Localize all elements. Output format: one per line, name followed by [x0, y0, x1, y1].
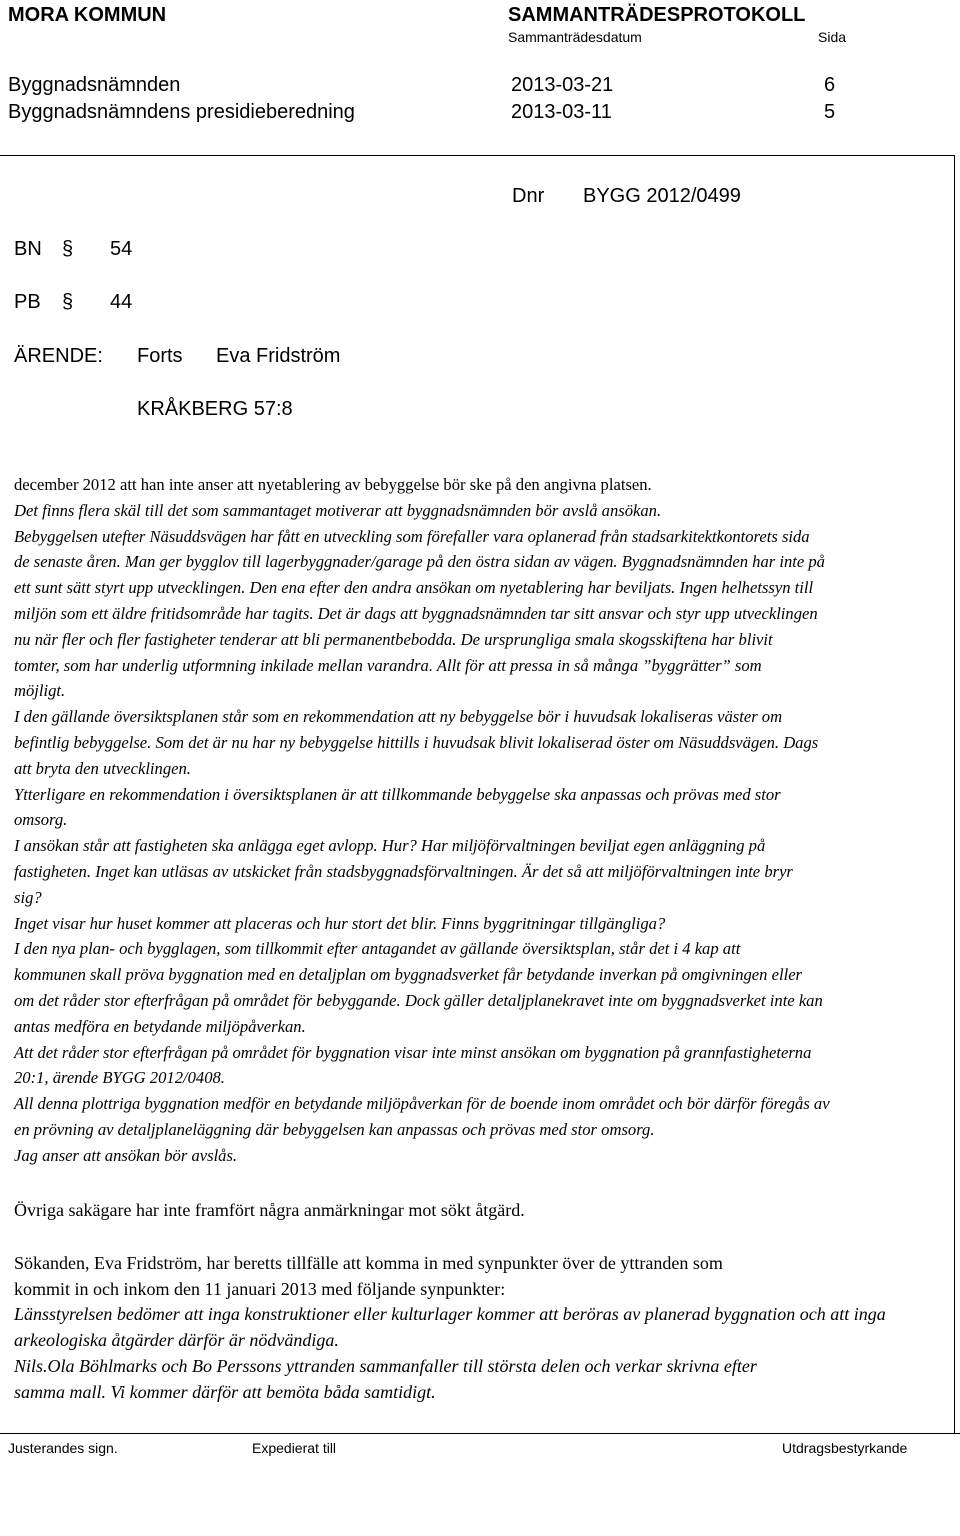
section-label: PB: [14, 291, 41, 313]
meeting-date: 2013-03-11: [511, 101, 612, 123]
text-line: Det finns flera skäl till det som sammantaget motiverar att byggnadsnämnden bör avslå ansökan.: [14, 500, 662, 520]
committee-name: Byggnadsnämnden: [8, 74, 181, 96]
text-line: I ansökan står att fastigheten ska anlägga eget avlopp. Hur? Har miljöförvaltningen beviljat egen anläggning på: [14, 836, 766, 856]
text-line: sig?: [14, 887, 42, 907]
text-line: möjligt.: [14, 681, 66, 701]
text-line: I den gällande översiktsplanen står som en rekommendation att ny bebyggelse bör i huvudsak lokaliseras väster om: [14, 707, 783, 727]
quote-line: Nils.Ola Böhlmarks och Bo Perssons yttranden sammanfaller till största delen och verkar skrivna efter: [14, 1355, 757, 1376]
adjusted-signature-label: Justerandes sign.: [8, 1440, 118, 1456]
page-number: 6: [824, 74, 836, 96]
protocol-title: SAMMANTRÄDESPROTOKOLL: [508, 4, 806, 26]
text-line: nu när fler och fler fastigheter tenderar att bli permanentbebodda. De ursprungliga smala skogsskiftena har blivit: [14, 629, 773, 649]
text-line: Att det råder stor efterfrågan på området för byggnation visar inte minst ansökan om byggnation på grannfastigheterna: [14, 1042, 812, 1062]
text-line: fastigheten. Inget kan utläsas av utskicket från stadsbyggnadsförvaltningen. Är det så att miljöförvaltningen inte bryr: [14, 861, 793, 881]
section-number: 44: [110, 291, 133, 313]
quote-line: samma mall. Vi kommer därför att bemöta båda samtidigt.: [14, 1381, 436, 1402]
text-line: I den nya plan- och bygglagen, som tillkommit efter antagandet av gällande översiktsplan, står det i 4 kap att: [14, 939, 741, 959]
excerpt-certification-label: Utdragsbestyrkande: [782, 1440, 908, 1456]
text-line: att bryta den utvecklingen.: [14, 758, 191, 778]
text-line: ett sunt sätt styrt upp utvecklingen. Den ena efter den andra ansökan om nyetablering har beviljats. Ingen helhetssyn till: [14, 578, 814, 598]
text-line: en prövning av detaljplaneläggning där bebyggelsen kan anpassas och prövas med stor omsorg.: [14, 1119, 655, 1139]
paragraph-sign: §: [62, 238, 74, 260]
quote-line: Länsstyrelsen bedömer att inga konstruktioner eller kulturlager kommer att beröras av planerad byggnation och att inga: [14, 1304, 886, 1325]
page-label: Sida: [818, 29, 847, 45]
text-line: omsorg.: [14, 810, 68, 830]
section-label: BN: [14, 238, 42, 260]
note-line: Övriga sakägare har inte framfört några anmärkningar mot sökt åtgärd.: [14, 1200, 525, 1220]
response-section: [14, 1198, 939, 1406]
meeting-date-label: Sammanträdesdatum: [508, 29, 642, 45]
meeting-date: 2013-03-21: [511, 74, 614, 96]
statement-text: [14, 472, 939, 1169]
text-line: om det råder stor efterfrågan på området för bebyggande. Dock gäller detaljplanekravet inte om byggnadsverket inte kan: [14, 990, 823, 1010]
text-line: Jag anser att ansökan bör avslås.: [14, 1145, 238, 1165]
text-line: befintlig bebyggelse. Som det är nu har ny bebyggelse hittills i huvudsak blivit lokaliserad öster om Näsuddsvägen. Dags: [14, 732, 819, 752]
protocol-header: [0, 0, 960, 130]
text-line: Bebyggelsen utefter Näsuddsvägen har fått en utveckling som förefaller vara oplanerad från stadsarkitektkontorets sida: [14, 526, 810, 546]
applicant-name: Eva Fridström: [216, 345, 341, 367]
case-type: Forts: [137, 345, 183, 367]
section-number: 54: [110, 238, 133, 260]
committee-name: Byggnadsnämndens presidieberedning: [8, 101, 355, 123]
text-line: All denna plottriga byggnation medför en betydande miljöpåverkan för de boende inom området och bör därför föregås av: [14, 1094, 830, 1114]
text-line: Inget visar hur huset kommer att placeras och hur stort det blir. Finns byggritningar tillgängliga?: [14, 913, 666, 933]
municipality-name: MORA KOMMUN: [8, 4, 167, 26]
dnr-value: BYGG 2012/0499: [583, 185, 741, 207]
text-line: december 2012 att han inte anser att nyetablering av bebyggelse bör ske på den angivna platsen.: [14, 475, 652, 494]
text-line: 20:1, ärende BYGG 2012/0408.: [14, 1068, 225, 1088]
property-designation: KRÅKBERG 57:8: [137, 398, 293, 420]
dnr-label: Dnr: [512, 185, 545, 207]
text-line: antas medföra en betydande miljöpåverkan.: [14, 1016, 306, 1036]
text-line: Ytterligare en rekommendation i översiktsplanen är att tillkommande bebyggelse ska anpassas och prövas med stor: [14, 784, 781, 804]
text-line: Sökanden, Eva Fridström, har beretts tillfälle att komma in med synpunkter över de yttranden som: [14, 1252, 723, 1273]
text-line: kommunen skall pröva byggnation med en detaljplan om byggnadsverket får betydande inverkan på omgivningen eller: [14, 965, 803, 985]
text-line: miljön som ett äldre fritidsområde har tagits. Det är dags att byggnadsnämnden tar sitt ansvar och styr upp utvecklingen: [14, 603, 818, 623]
text-line: de senaste åren. Man ger bygglov till lagerbyggnader/garage på den östra sidan av vägen. Byggnadsnämnden har inte på: [14, 552, 825, 572]
quote-line: arkeologiska åtgärder därför är nödvändiga.: [14, 1330, 339, 1351]
dispatched-to-label: Expedierat till: [252, 1440, 337, 1456]
paragraph-sign: §: [62, 291, 74, 313]
case-label: ÄRENDE:: [14, 345, 103, 367]
footer-divider: [0, 1433, 960, 1434]
text-line: tomter, som har underlig utformning inkilade mellan varandra. Allt för att pressa in så många ”byggrätter” som: [14, 655, 762, 675]
text-line: kommit in och inkom den 11 januari 2013 med följande synpunkter:: [14, 1278, 506, 1299]
page-number: 5: [824, 101, 836, 123]
